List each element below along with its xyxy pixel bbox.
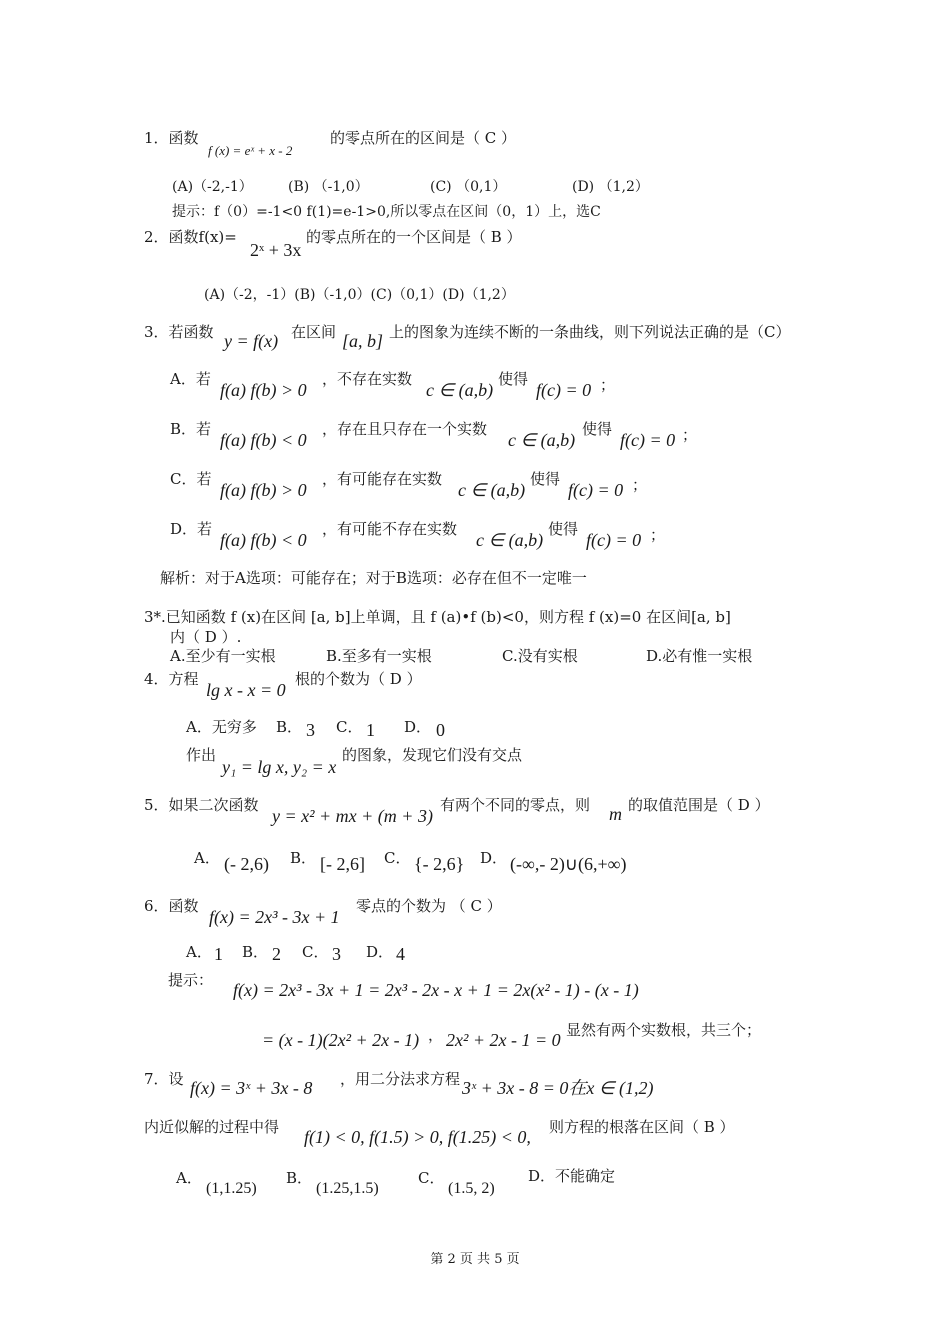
q3s-option-d: D.必有惟一实根	[646, 647, 753, 665]
q3-function: y = f(x)	[224, 331, 279, 351]
q2-formula: 2ˣ + 3x	[250, 240, 302, 260]
q6-option-b-label: B．	[242, 943, 269, 961]
q7-line2-tail: 则方程的根落在区间（ B ）	[549, 1118, 735, 1136]
q5-option-b-value: [- 2,6]	[320, 854, 365, 874]
q3-option-a-end: ；	[600, 376, 616, 394]
page-footer: 第 2 页 共 5 页	[430, 1252, 520, 1267]
q3-option-a-c: c ∈ (a,b)	[426, 380, 494, 400]
q4-stem-tail: 根的个数为（ D ）	[295, 670, 422, 688]
q3-option-a-use: 使得	[498, 370, 529, 388]
q3-option-a-res: f(c) = 0	[536, 380, 592, 400]
q4-option-c-label: C．	[336, 718, 363, 736]
q1-formula: f (x) = eˣ + x - 2	[208, 143, 293, 158]
q3-option-d-text: ，有可能不存在实数	[322, 520, 458, 538]
q5-option-d-label: D．	[480, 849, 508, 867]
q3-option-d-label: D．若	[170, 520, 213, 538]
q5-m: m	[609, 804, 622, 824]
q6-option-a-value: 1	[214, 944, 223, 964]
q7-formula: f(x) = 3ˣ + 3x - 8	[190, 1078, 313, 1098]
q5-stem-mid: 有两个不同的零点，则	[440, 796, 591, 814]
q7-stem-mid: ，用二分法求方程	[340, 1070, 461, 1088]
q6-hint-label: 提示：	[168, 971, 214, 989]
q7-option-d: D．不能确定	[528, 1167, 616, 1185]
q6-stem-tail: 零点的个数为 （ C ）	[356, 897, 502, 915]
q6-hint-sep: ，	[428, 1026, 444, 1044]
q7-option-a-label: A．	[176, 1169, 202, 1187]
q3-analysis: 解析：对于A选项：可能存在；对于B选项：必存在但不一定唯一	[160, 569, 587, 587]
q3s-option-b: B.至多有一实根	[326, 647, 432, 665]
q3-option-b-use: 使得	[582, 420, 613, 438]
q4-option-d-label: D．	[404, 718, 432, 736]
q5-option-c-label: C．	[384, 849, 411, 867]
q6-option-a-label: A．	[186, 943, 212, 961]
q3s-option-c: C.没有实根	[502, 647, 578, 665]
q6-option-c-label: C．	[302, 943, 329, 961]
q3-option-d-res: f(c) = 0	[586, 530, 642, 550]
q7-stem: 7．设	[144, 1070, 184, 1088]
q3-option-d-end: ；	[650, 526, 666, 544]
q6-option-b-value: 2	[272, 944, 281, 964]
q3-option-a-text: ，不存在实数	[322, 370, 413, 388]
q4-note: 作出	[186, 746, 217, 764]
q5-option-a-value: (- 2,6)	[224, 854, 269, 874]
q5-stem-tail: 的取值范围是（ D ）	[628, 796, 770, 814]
q5-option-d-value: (-∞,- 2)∪(6,+∞)	[510, 854, 627, 874]
q6-hint-line2: = (x - 1)(2x² + 2x - 1)	[262, 1030, 420, 1050]
q1-stem: 1．函数	[144, 129, 199, 147]
q4-option-b-value: 3	[306, 720, 315, 740]
q3-option-d-c: c ∈ (a,b)	[476, 530, 544, 550]
q3-option-c-cond: f(a) f(b) > 0	[220, 480, 307, 500]
q3-option-d-cond: f(a) f(b) < 0	[220, 530, 307, 550]
q3-option-a-label: A．若	[170, 370, 211, 388]
q3-option-c-res: f(c) = 0	[568, 480, 624, 500]
q3-option-c-use: 使得	[530, 470, 561, 488]
q6-option-d-value: 4	[396, 944, 405, 964]
q3s-line1: 3*.已知函数 f (x)在区间 [a, b]上单调，且 f (a)•f (b)<0，则方程 f (x)=0 在区间[a, b]	[144, 608, 731, 626]
q3-option-b-text: ，存在且只存在一个实数	[322, 420, 488, 438]
q4-option-c-value: 1	[366, 720, 375, 740]
q1-option-c: (C) （0,1）	[430, 179, 507, 195]
q7-conditions: f(1) < 0, f(1.5) > 0, f(1.25) < 0,	[304, 1127, 531, 1147]
q3s-option-a: A.至少有一实根	[170, 647, 276, 665]
q2-stem-tail: 的零点所在的一个区间是（ B ）	[306, 228, 522, 246]
q7-line2: 内近似解的过程中得	[144, 1118, 280, 1136]
q3-option-b-res: f(c) = 0	[620, 430, 676, 450]
q4-stem: 4．方程	[144, 670, 199, 688]
q7-option-c-value: (1.5, 2)	[448, 1180, 495, 1197]
q4-note-formula: y₁ = lg x, y₂ = x	[222, 757, 337, 777]
q4-option-b-label: B．	[276, 718, 303, 736]
q5-stem: 5．如果二次函数	[144, 796, 259, 814]
q3-option-b-c: c ∈ (a,b)	[508, 430, 576, 450]
q3-option-c-end: ；	[632, 476, 648, 494]
q4-note-tail: 的图象，发现它们没有交点	[342, 746, 523, 764]
q3-stem-tail: 上的图象为连续不断的一条曲线，则下列说法正确的是（C）	[389, 323, 791, 341]
q3-option-b-end: ；	[682, 426, 698, 444]
q4-option-d-value: 0	[436, 720, 445, 740]
q6-hint-line1: f(x) = 2x³ - 3x + 1 = 2x³ - 2x - x + 1 = 2x(x² - 1) - (x - 1)	[233, 980, 639, 1000]
q5-option-b-label: B．	[290, 849, 317, 867]
q7-equation: 3ˣ + 3x - 8 = 0在x ∈ (1,2)	[462, 1078, 654, 1098]
q6-hint-equation: 2x² + 2x - 1 = 0	[446, 1030, 561, 1050]
q3-option-d-use: 使得	[548, 520, 579, 538]
q7-option-b-label: B．	[286, 1169, 313, 1187]
q2-options: (A)（-2，-1）(B)（-1,0）(C)（0,1）(D)（1,2）	[204, 287, 515, 303]
q1-option-b: (B) （-1,0）	[288, 179, 369, 195]
q6-stem: 6．函数	[144, 897, 199, 915]
q4-formula: lg x - x = 0	[206, 680, 286, 700]
q3-stem: 3．若函数	[144, 323, 214, 341]
q1-option-a: (A)（-2,-1）	[172, 179, 253, 195]
q3-stem-mid: 在区间	[291, 323, 337, 341]
q1-option-d: (D) （1,2）	[572, 179, 649, 195]
q6-option-c-value: 3	[332, 944, 341, 964]
q5-option-c-value: {- 2,6}	[414, 854, 465, 874]
q3-option-c-text: ，有可能存在实数	[322, 470, 443, 488]
q1-stem-tail: 的零点所在的区间是（ C ）	[330, 129, 517, 147]
q3-option-b-label: B．若	[170, 420, 212, 438]
q7-option-b-value: (1.25,1.5)	[316, 1180, 379, 1197]
q5-option-a-label: A．	[194, 849, 220, 867]
q5-formula: y = x² + mx + (m + 3)	[272, 806, 433, 826]
q7-option-c-label: C．	[418, 1169, 445, 1187]
q1-hint: 提示：f（0）=-1<0 f(1)=e-1>0,所以零点在区间（0，1）上，选C	[172, 204, 601, 220]
q3-option-c-label: C．若	[170, 470, 212, 488]
q3-option-b-cond: f(a) f(b) < 0	[220, 430, 307, 450]
q3-option-a-cond: f(a) f(b) > 0	[220, 380, 307, 400]
q7-option-a-value: (1,1.25)	[206, 1180, 257, 1197]
q4-option-a: A．无穷多	[186, 718, 257, 736]
q6-hint-tail: 显然有两个实数根，共三个；	[566, 1021, 762, 1039]
q6-formula: f(x) = 2x³ - 3x + 1	[209, 907, 340, 927]
q6-option-d-label: D．	[366, 943, 394, 961]
q3-interval: [a, b]	[342, 331, 384, 351]
q3-option-c-c: c ∈ (a,b)	[458, 480, 526, 500]
q3s-line2: 内（ D ）.	[170, 628, 242, 646]
q2-stem: 2．函数f(x)=	[144, 228, 237, 246]
